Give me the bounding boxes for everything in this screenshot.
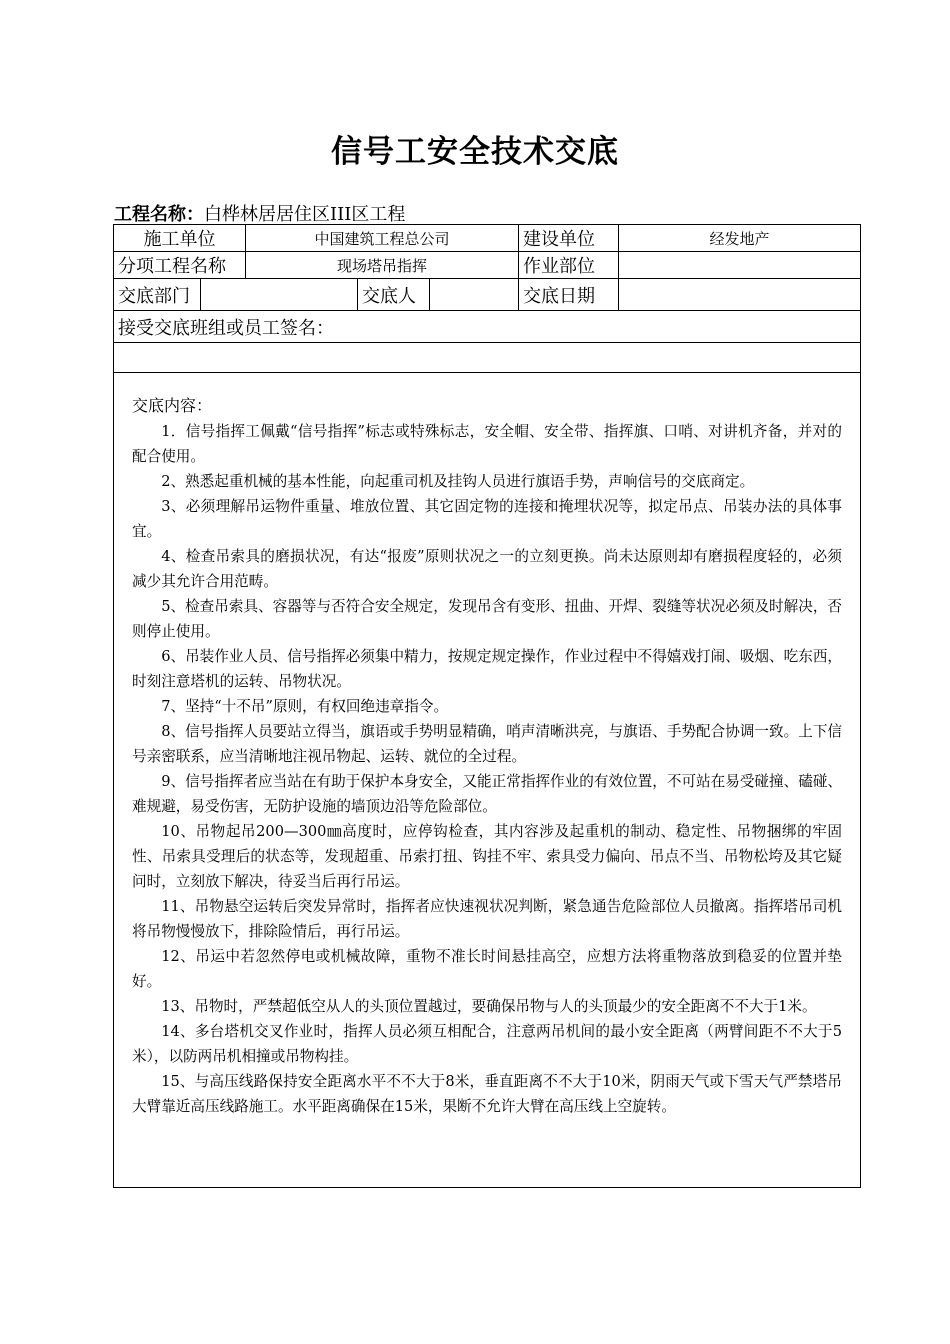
owner-unit-label: 建设单位: [519, 225, 619, 252]
content-item-8: 8、信号指挥人员要站立得当，旗语或手势明显精确，哨声清晰洪亮，与旗语、手势配合协调一致。上下信号亲密联系，应当清晰地注视吊物起、运转、就位的全过程。: [132, 723, 843, 765]
content-item-3: 3、必须理解吊运物件重量、堆放位置、其它固定物的连接和掩埋状况等，拟定吊点、吊装办法的具体事宜。: [132, 498, 843, 540]
signature-label: 接受交底班组或员工签名：: [114, 311, 861, 343]
owner-unit-value: 经发地产: [619, 225, 861, 252]
briefing-content: [114, 373, 860, 1119]
briefing-table: [113, 224, 861, 1188]
person-label: 交底人: [358, 279, 430, 311]
content-item-9: 9、信号指挥者应当站在有助于保护本身安全，又能正常指挥作业的有效位置，不可站在易受碰撞、磕碰、难规避，易受伤害，无防护设施的墙顶边沿等危险部位。: [132, 773, 843, 815]
content-item-14: 14、多台塔机交叉作业时，指挥人员必须互相配合，注意两吊机间的最小安全距离（两臂间距不不大于5米），以防两吊机相撞或吊物构挂。: [132, 1023, 843, 1065]
date-value: [619, 279, 861, 311]
content-item-12: 12、吊运中若忽然停电或机械故障，重物不准长时间悬挂高空，应想方法将重物落放到稳妥的位置并垫好。: [132, 948, 843, 990]
table-row: [114, 311, 861, 343]
sub-project-label: 分项工程名称: [114, 252, 246, 279]
content-item-11: 11、吊物悬空运转后突发异常时，指挥者应快速视状况判断，紧急通告危险部位人员撤离。指挥塔吊司机将吊物慢慢放下，排除险情后，再行吊运。: [132, 898, 843, 940]
content-item-13: 13、吊物时，严禁超低空从人的头顶位置越过，要确保吊物与人的头顶最少的安全距离不不大于1米。: [161, 998, 817, 1015]
signature-area: [114, 343, 861, 373]
date-label: 交底日期: [519, 279, 619, 311]
project-name-label: 工程名称：: [114, 204, 204, 225]
dept-label: 交底部门: [114, 279, 201, 311]
document-title: 信号工安全技术交底: [331, 134, 619, 170]
table-row: [114, 279, 861, 311]
content-item-7: 7、坚持“十不吊”原则，有权回绝违章指令。: [161, 698, 449, 715]
content-item-1: 1．信号指挥工佩戴“信号指挥”标志或特殊标志，安全帽、安全带、指挥旗、口哨、对讲机齐备，并对的配合使用。: [132, 423, 843, 465]
person-value: [430, 279, 519, 311]
content-item-6: 6、吊装作业人员、信号指挥必须集中精力，按规定规定操作，作业过程中不得嬉戏打闹、吸烟、吃东西，时刻注意塔机的运转、吊物状况。: [132, 648, 843, 690]
content-item-5: 5、检查吊索具、容器等与否符合安全规定，发现吊含有变形、扭曲、开焊、裂缝等状况必须及时解决，否则停止使用。: [132, 598, 843, 640]
table-row: [114, 252, 861, 279]
content-item-10: 10、吊物起吊200—300㎜高度时，应停钩检查，其内容涉及起重机的制动、稳定性、吊物捆绑的牢固性、吊索具受理后的状态等，发现超重、吊索打扭、钩挂不牢、索具受力偏向、吊点不当、吊物松垮及其它疑问时，立刻放下解决，待妥当后再行吊运。: [132, 823, 843, 890]
sub-project-value: 现场塔吊指挥: [246, 252, 519, 279]
content-cell: [114, 373, 861, 1188]
construction-unit-value: 中国建筑工程总公司: [246, 225, 519, 252]
work-location-label: 作业部位: [519, 252, 619, 279]
construction-unit-label: 施工单位: [114, 225, 246, 252]
content-item-2: 2、熟悉起重机械的基本性能，向起重司机及挂钩人员进行旗语手势，声响信号的交底商定。: [161, 473, 755, 490]
work-location-value: [619, 252, 861, 279]
table-row: [114, 225, 861, 252]
project-name-value: 白桦林居居住区III区工程: [204, 204, 406, 225]
content-heading: 交底内容：: [132, 396, 213, 415]
project-name-line: [114, 200, 405, 226]
content-item-4: 4、检查吊索具的磨损状况，有达“报废”原则状况之一的立刻更换。尚未达原则却有磨损程度轻的，必须减少其允许合用范畴。: [132, 548, 843, 590]
table-row: [114, 373, 861, 1188]
content-item-15: 15、与高压线路保持安全距离水平不不大于8米，垂直距离不不大于10米，阴雨天气或下雪天气严禁塔吊大臂靠近高压线路施工。水平距离确保在15米，果断不允许大臂在高压线上空旋转。: [132, 1073, 843, 1115]
dept-value: [201, 279, 358, 311]
table-row: [114, 343, 861, 373]
